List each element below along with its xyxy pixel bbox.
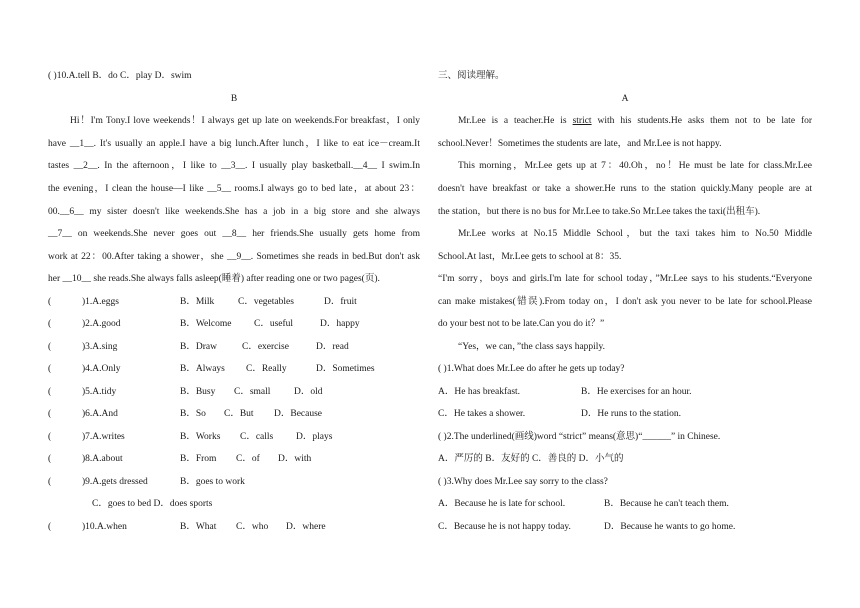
rq3-option-b: B．Because he can't teach them. xyxy=(604,499,729,509)
answer-paren[interactable]: ( xyxy=(48,387,52,397)
option-a: )9.A.gets dressed xyxy=(82,477,148,487)
option-d: D．with xyxy=(278,454,312,464)
option-a: )10.A.when xyxy=(82,522,127,532)
question-row xyxy=(48,408,336,420)
rq3-option-d: D．Because he wants to go home. xyxy=(604,522,736,532)
option-b: B．What xyxy=(180,522,217,532)
question-row-continued: C．goes to bed D．does sports xyxy=(92,499,213,509)
answer-paren[interactable]: ( xyxy=(48,319,52,329)
option-c: C．exercise xyxy=(242,342,289,352)
rq1-option-a: A．He has breakfast. xyxy=(438,387,521,397)
option-c: C．small xyxy=(234,387,271,397)
rq3-option-a: A．Because he is late for school. xyxy=(438,499,566,509)
q10-top-line: ( )10.A.tell B．do C．play D．swim xyxy=(48,71,192,81)
passage-a-line: do your best not to be late.Can you do it？” xyxy=(438,319,605,329)
passage-a-line: the station，but there is no bus for Mr.Lee to take.So Mr.Lee takes the taxi(出租车). xyxy=(438,207,761,217)
option-b: B．So xyxy=(180,409,206,419)
option-d: D．Sometimes xyxy=(316,364,375,374)
option-d: D．old xyxy=(294,387,323,397)
option-a: )5.A.tidy xyxy=(82,387,117,397)
passage-a-line: “I'm sorry，boys and girls.I'm late for school today，”Mr.Lee says to his students.“Everyone xyxy=(438,274,812,284)
section-b-label: B xyxy=(230,94,238,104)
option-d: D．where xyxy=(286,522,326,532)
question-row xyxy=(48,453,325,465)
reading-question-3: ( )3.Why does Mr.Lee say sorry to the class? xyxy=(438,477,608,487)
option-b: B．Always xyxy=(180,364,225,374)
option-d: D．Because xyxy=(274,409,323,419)
question-row xyxy=(48,296,371,308)
option-c: C．who xyxy=(236,522,269,532)
option-a: )6.A.And xyxy=(82,409,118,419)
question-row xyxy=(48,476,259,488)
option-a: )2.A.good xyxy=(82,319,121,329)
option-c: C．But xyxy=(224,409,254,419)
option-c: C．of xyxy=(236,454,260,464)
option-b: B．Works xyxy=(180,432,221,442)
passage-b-line: the evening，I clean the house—I like __5__ rooms.I always go to bed late，at about 23： xyxy=(48,184,420,194)
option-b: B．Milk xyxy=(180,297,215,307)
rq3-option-c: C．Because he is not happy today. xyxy=(438,522,571,532)
option-a: )8.A.about xyxy=(82,454,123,464)
passage-a-line: School.At last，Mr.Lee gets to school at 8：35. xyxy=(438,252,622,262)
option-a: )4.A.Only xyxy=(82,364,121,374)
rq1-option-b: B．He exercises for an hour. xyxy=(581,387,692,397)
option-c: C．Really xyxy=(246,364,287,374)
passage-b-line: have __1__. It's usually an apple.I have a big lunch.After lunch，I like to eat ice－cream.It xyxy=(48,139,420,149)
answer-paren[interactable]: ( xyxy=(48,477,52,487)
option-b: B．Busy xyxy=(180,387,216,397)
option-a: )7.A.writes xyxy=(82,432,125,442)
passage-a-line: This morning，Mr.Lee gets up at 7：40.Oh，no！He must be late for class.Mr.Lee xyxy=(458,161,812,171)
question-row xyxy=(48,341,363,353)
rq1-option-d: D．He runs to the station. xyxy=(581,409,682,419)
passage-b-line: work at 22：00.After taking a shower，she __9__. Sometimes she reads in bed.But don't ask xyxy=(48,252,420,262)
option-b: B．Draw xyxy=(180,342,217,352)
passage-a-line: can make mistakes(错误).From today on，I don't ask you never to be late for school.Please xyxy=(438,297,812,307)
option-c: C．vegetables xyxy=(238,297,294,307)
answer-paren[interactable]: ( xyxy=(48,297,52,307)
passage-a-line: school.Never！Sometimes the students are late，and Mr.Lee is not happy. xyxy=(438,139,722,149)
passage-a-line: Mr.Lee works at No.15 Middle School，but the taxi takes him to No.50 Middle xyxy=(458,229,812,239)
passage-a-line: Mr.Lee is a teacher.He is strict with his students.He asks them not to be late for xyxy=(458,116,813,126)
option-d: D．happy xyxy=(320,319,360,329)
question-row xyxy=(48,431,346,443)
answer-paren[interactable]: ( xyxy=(48,454,52,464)
question-row xyxy=(48,363,389,375)
question-row xyxy=(48,521,340,533)
option-b: B．goes to work xyxy=(180,477,245,487)
passage-a-line: “Yes，we can，”the class says happily. xyxy=(458,342,605,352)
passage-b-line: 00.__6__ my sister doesn't like weekends.She has a job in a big store and she always xyxy=(48,207,420,217)
rq2-options: A．严厉的 B．友好的 C．善良的 D．小气的 xyxy=(438,454,624,464)
option-c: C．useful xyxy=(254,319,294,329)
passage-b-line: tastes __2__. In the afternoon，I like to __3__. I usually play basketball.__4__ I swim.In xyxy=(48,161,420,171)
passage-b-line: Hi！I'm Tony.I love weekends！I always get up late on weekends.For breakfast，I only xyxy=(70,116,420,126)
passage-b-line: her __10__ she reads.She always falls asleep(睡着) after reading one or two pages(页). xyxy=(48,274,380,284)
question-row xyxy=(48,386,337,398)
option-b: B．Welcome xyxy=(180,319,232,329)
answer-paren[interactable]: ( xyxy=(48,342,52,352)
passage-a-line: doesn't have breakfast or take a shower.He runs to the station quickly.Many people are at xyxy=(438,184,812,194)
section-a-label: A xyxy=(621,94,629,104)
answer-paren[interactable]: ( xyxy=(48,432,52,442)
option-a: )1.A.eggs xyxy=(82,297,119,307)
reading-question-1: ( )1.What does Mr.Lee do after he gets up today? xyxy=(438,364,625,374)
question-row xyxy=(48,318,374,330)
section-title: 三、阅读理解。 xyxy=(438,71,505,81)
option-b: B．From xyxy=(180,454,217,464)
option-d: D．read xyxy=(316,342,349,352)
strict-underlined-word: strict xyxy=(572,116,592,126)
answer-paren[interactable]: ( xyxy=(48,522,52,532)
option-c: C．calls xyxy=(240,432,274,442)
option-d: D．fruit xyxy=(324,297,357,307)
answer-paren[interactable]: ( xyxy=(48,364,52,374)
option-d: D．plays xyxy=(296,432,333,442)
rq1-option-c: C．He takes a shower. xyxy=(438,409,526,419)
answer-paren[interactable]: ( xyxy=(48,409,52,419)
passage-b-line: __7__ on weekends.She never goes out __8__ her friends.She usually gets home from xyxy=(48,229,420,239)
option-a: )3.A.sing xyxy=(82,342,118,352)
reading-question-2: ( )2.The underlined(画线)word “strict” means(意思)“______” in Chinese. xyxy=(438,432,721,442)
